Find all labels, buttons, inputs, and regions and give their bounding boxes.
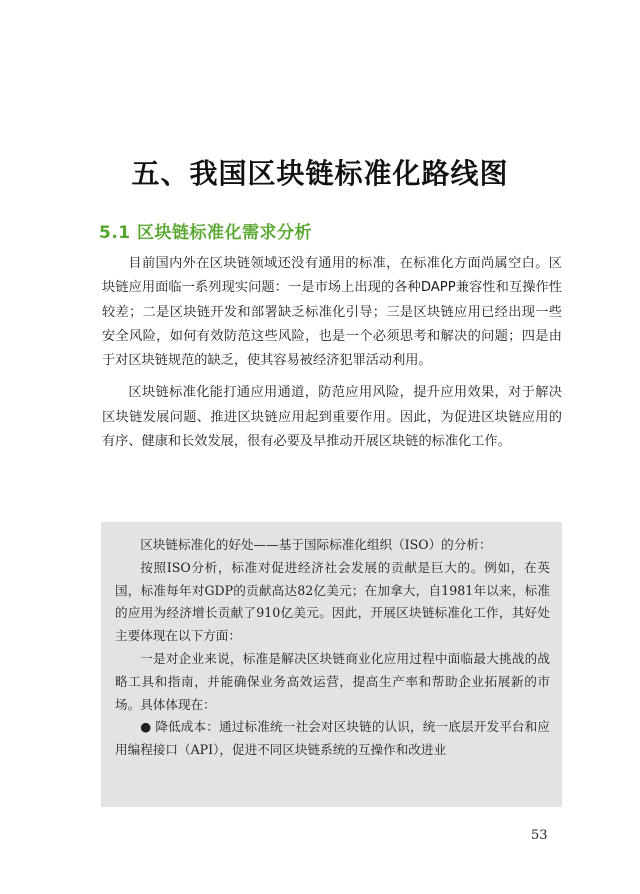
page-number: 53 <box>531 828 548 843</box>
sidebar-bullet-item <box>115 716 550 762</box>
sidebar-content <box>101 522 562 762</box>
section-heading: 5.1 区块链标准化需求分析 <box>99 223 313 243</box>
bullet-icon: ● <box>140 719 152 735</box>
sidebar-paragraph: 一是对企业来说，标准是解决区块链商业化应用过程中面临最大挑战的战略工具和指南，并能确保业务高效运营，提高生产率和帮助企业拓展新的市场。具体体现在： <box>115 650 550 712</box>
body-paragraph: 目前国内外在区块链领域还没有通用的标准，在标准化方面尚属空白。区块链应用面临一系列现实问题：一是市场上出现的各种DAPP兼容性和互操作性较差；二是区块链开发和部署缺乏标准化引导；三是区块链应用已经出现一些安全风险，如何有效防范这些风险，也是一个必须思考和解决的问题；四是由于对区块链规范的缺乏，使其容易被经济犯罪活动利用。 <box>102 256 562 369</box>
sidebar-box <box>101 522 562 807</box>
body-text <box>102 252 562 462</box>
chapter-title: 五、我国区块链标准化路线图 <box>131 157 509 190</box>
sidebar-paragraph: 按照ISO分析，标准对促进经济社会发展的贡献是巨大的。例如，在英国，标准每年对GDP的贡献高达82亿美元；在加拿大，自1981年以来，标准的应用为经济增长贡献了910亿美元。因此，开展区块链标准化工作，其好处主要体现在以下方面： <box>115 559 550 644</box>
body-paragraph: 区块链标准化能打通应用通道，防范应用风险，提升应用效果，对于解决区块链发展问题、推进区块链应用起到重要作用。因此，为促进区块链应用的有序、健康和长效发展，很有必要及早推动开展区块链的标准化工作。 <box>102 385 562 450</box>
sidebar-bullet-text: 降低成本：通过标准统一社会对区块链的认识，统一底层开发平台和应用编程接口（API），促进不同区块链系统的互操作和改进业 <box>115 719 550 758</box>
sidebar-title: 区块链标准化的好处——基于国际标准化组织（ISO）的分析： <box>140 537 492 552</box>
